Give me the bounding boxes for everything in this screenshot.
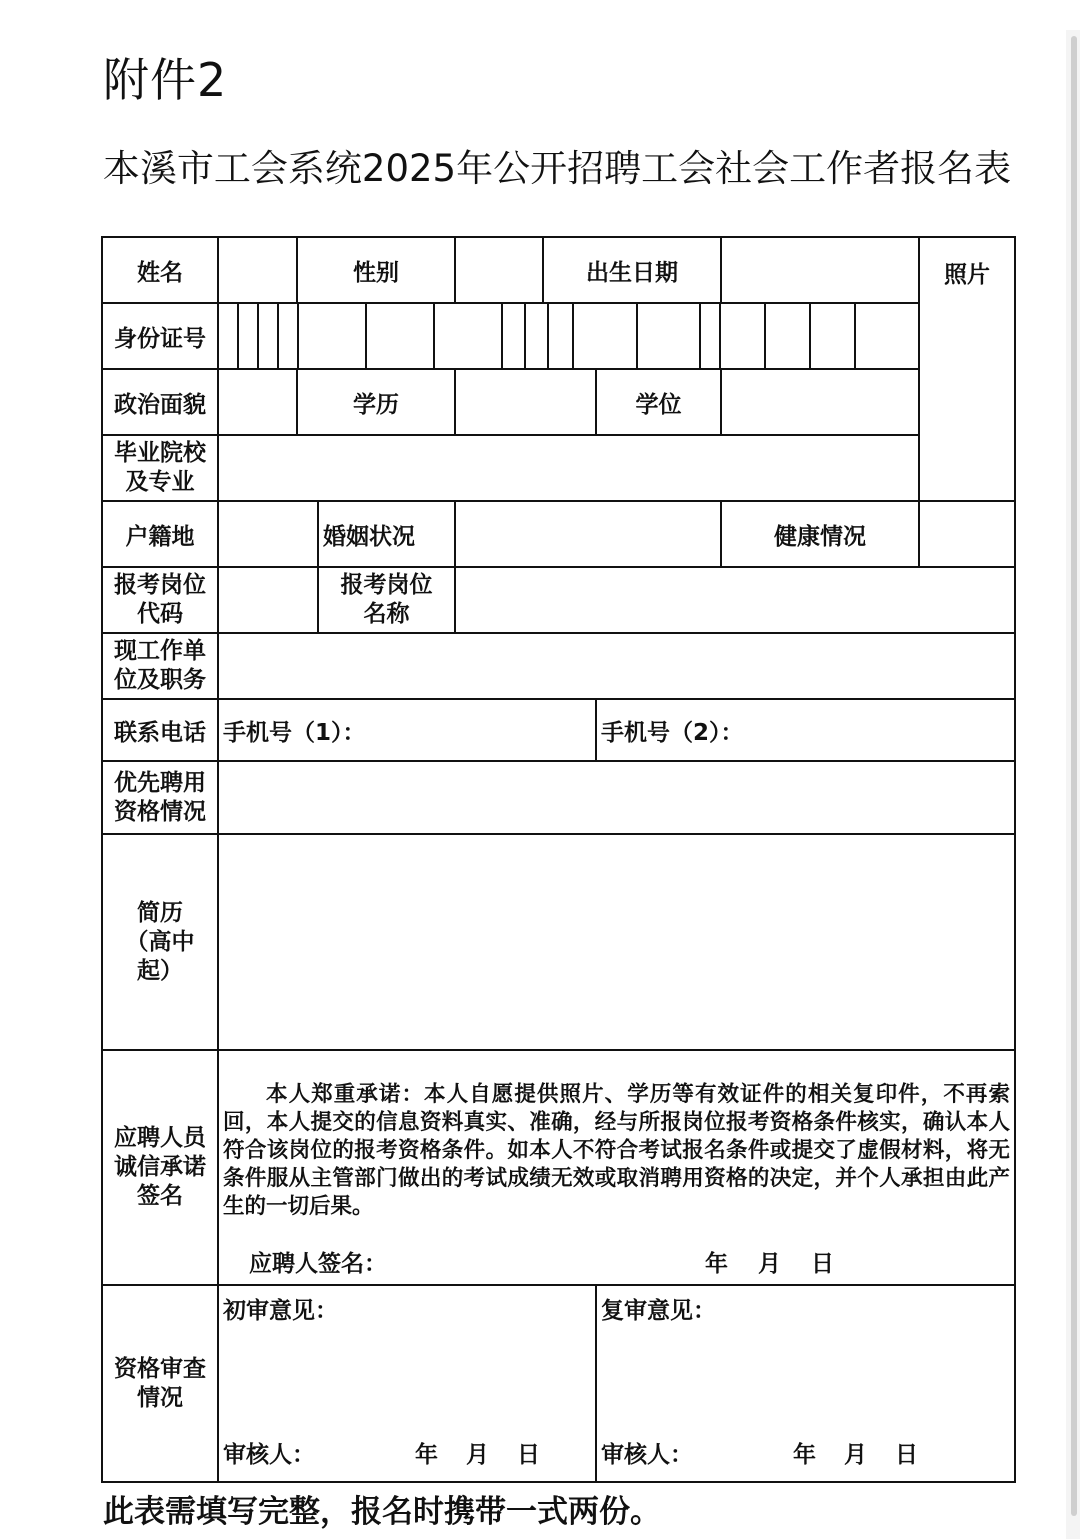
initial-review-date <box>415 1436 540 1469</box>
label-resume <box>102 834 218 1050</box>
id-digit-box[interactable] <box>279 304 299 368</box>
label-post-code <box>102 567 218 633</box>
pledge-cell <box>218 1050 1015 1285</box>
label-workplace-line2: 位及职务 <box>114 667 206 693</box>
signature-date <box>705 1245 834 1278</box>
label-post-code-line1: 报考岗位 <box>114 572 206 598</box>
label-school-major-line1: 毕业院校 <box>114 440 206 466</box>
input-workplace[interactable] <box>218 633 1015 699</box>
recheck-review-day: 日 <box>895 1442 919 1468</box>
initial-review-year: 年 <box>415 1442 438 1468</box>
row-household-marital-health <box>102 501 1015 567</box>
recheck-review-month: 月 <box>844 1442 868 1468</box>
id-number-grid[interactable] <box>218 303 919 369</box>
input-political-status[interactable] <box>218 369 297 435</box>
label-health: 健康情况 <box>721 501 919 567</box>
row-political-education <box>102 369 1015 435</box>
row-workplace <box>102 633 1015 699</box>
label-post-name-line2: 名称 <box>363 601 410 627</box>
recheck-review-label: 复审意见： <box>601 1298 716 1324</box>
input-birth-date[interactable] <box>721 237 919 303</box>
recheck-review-footer <box>601 1436 1018 1469</box>
input-mobile-1[interactable]: 手机号（1）： <box>218 699 596 761</box>
id-digit-box[interactable] <box>259 304 279 368</box>
input-gender[interactable] <box>455 237 543 303</box>
id-digit-box[interactable] <box>367 304 435 368</box>
id-digit-box[interactable] <box>766 304 811 368</box>
initial-review-day: 日 <box>517 1442 541 1468</box>
input-school-major[interactable] <box>218 435 919 501</box>
signature-label[interactable]: 应聘人签名： <box>249 1251 387 1277</box>
label-review <box>102 1285 218 1482</box>
label-priority <box>102 761 218 834</box>
row-post <box>102 567 1015 633</box>
input-household[interactable] <box>218 501 318 567</box>
label-review-line1: 资格审查 <box>114 1355 206 1382</box>
label-school-major-line2: 及专业 <box>125 469 195 495</box>
signature-year: 年 <box>704 1251 728 1277</box>
label-pledge-line2: 诚信承诺 <box>114 1154 206 1180</box>
label-workplace-line1: 现工作单 <box>114 638 206 664</box>
label-household: 户籍地 <box>102 501 218 567</box>
id-digit-box[interactable] <box>701 304 721 368</box>
scrollbar-thumb[interactable] <box>1071 36 1077 1516</box>
input-education[interactable] <box>455 369 596 435</box>
initial-reviewer-label: 审核人： <box>223 1442 315 1468</box>
input-post-code[interactable] <box>218 567 318 633</box>
label-priority-line1: 优先聘用 <box>114 769 206 796</box>
label-name: 姓名 <box>102 237 218 303</box>
row-phone <box>102 699 1015 761</box>
label-marital-status: 婚姻状况 <box>318 501 455 567</box>
id-digit-box[interactable] <box>219 304 239 368</box>
label-post-name-line1: 报考岗位 <box>340 572 433 598</box>
page-title: 本溪市工会系统2025年公开招聘工会社会工作者报名表 <box>102 147 1012 190</box>
input-post-name[interactable] <box>455 567 1015 633</box>
initial-review-cell[interactable] <box>218 1285 596 1482</box>
id-digit-box[interactable] <box>239 304 259 368</box>
label-political-status: 政治面貌 <box>102 369 218 435</box>
label-pledge-line3: 签名 <box>137 1183 183 1209</box>
photo-box[interactable] <box>919 237 1015 501</box>
row-resume <box>102 834 1015 1050</box>
label-post-name <box>318 567 455 633</box>
input-name[interactable] <box>218 237 297 303</box>
label-resume-line2: （高中 <box>125 928 195 955</box>
signature-month: 月 <box>757 1251 781 1277</box>
label-id-number: 身份证号 <box>102 303 218 369</box>
registration-form-table <box>101 236 1016 1483</box>
id-digit-box[interactable] <box>299 304 367 368</box>
recheck-review-year: 年 <box>793 1442 816 1468</box>
id-digit-box[interactable] <box>503 304 526 368</box>
label-pledge-line1: 应聘人员 <box>114 1125 206 1151</box>
initial-review-label: 初审意见： <box>223 1298 338 1324</box>
recheck-reviewer-label: 审核人： <box>601 1442 693 1468</box>
initial-review-month: 月 <box>466 1442 490 1468</box>
input-mobile-2[interactable]: 手机号（2）： <box>596 699 1015 761</box>
row-qualification-review <box>102 1285 1015 1482</box>
id-digit-box[interactable] <box>811 304 856 368</box>
label-school-major <box>102 435 218 501</box>
input-degree[interactable] <box>721 369 919 435</box>
id-digit-box[interactable] <box>526 304 549 368</box>
signature-day: 日 <box>811 1251 834 1277</box>
row-id-number <box>102 303 1015 369</box>
id-digit-box[interactable] <box>721 304 766 368</box>
label-workplace <box>102 633 218 699</box>
row-pledge <box>102 1050 1015 1285</box>
input-priority[interactable] <box>218 761 1015 834</box>
id-digit-box[interactable] <box>638 304 701 368</box>
input-health[interactable] <box>919 501 1015 567</box>
id-digit-box[interactable] <box>856 304 897 368</box>
id-digit-box[interactable] <box>549 304 574 368</box>
input-resume[interactable] <box>218 834 1015 1050</box>
label-degree: 学位 <box>596 369 721 435</box>
label-resume-line3: 起） <box>137 957 183 984</box>
initial-review-footer <box>223 1436 599 1469</box>
recheck-review-cell[interactable] <box>596 1285 1015 1482</box>
label-photo: 照片 <box>944 262 990 288</box>
recheck-review-date <box>793 1436 918 1469</box>
label-gender: 性别 <box>297 237 455 303</box>
pledge-text: 本人郑重承诺：本人自愿提供照片、学历等有效证件的相关复印件，不再索回，本人提交的信息资料真实、准确，经与所报岗位报考资格条件核实，确认本人符合该岗位的报考资格条件。如本人不符合考试报名条件或提交了虚假材料，将无条件服从主管部门做出的考试成绩无效或取消聘用资格的决定，并个人承担由此产生的一切后果。 <box>223 1082 1010 1219</box>
footer-note: 此表需填写完整，报名时携带一式两份。 <box>103 1494 661 1530</box>
label-phone: 联系电话 <box>102 699 218 761</box>
id-digit-box[interactable] <box>435 304 503 368</box>
signature-row <box>219 1221 1014 1278</box>
label-review-line2: 情况 <box>137 1384 183 1411</box>
id-digit-box[interactable] <box>574 304 638 368</box>
label-priority-line2: 资格情况 <box>114 798 206 825</box>
label-resume-line1: 简历 <box>137 899 183 926</box>
input-marital-status[interactable] <box>455 501 721 567</box>
row-priority <box>102 761 1015 834</box>
label-post-code-line2: 代码 <box>137 601 183 627</box>
label-pledge <box>102 1050 218 1285</box>
label-education: 学历 <box>297 369 455 435</box>
row-basic-info <box>102 237 1015 303</box>
row-school-major <box>102 435 1015 501</box>
attachment-label: 附件2 <box>103 53 228 107</box>
label-birth-date: 出生日期 <box>543 237 721 303</box>
